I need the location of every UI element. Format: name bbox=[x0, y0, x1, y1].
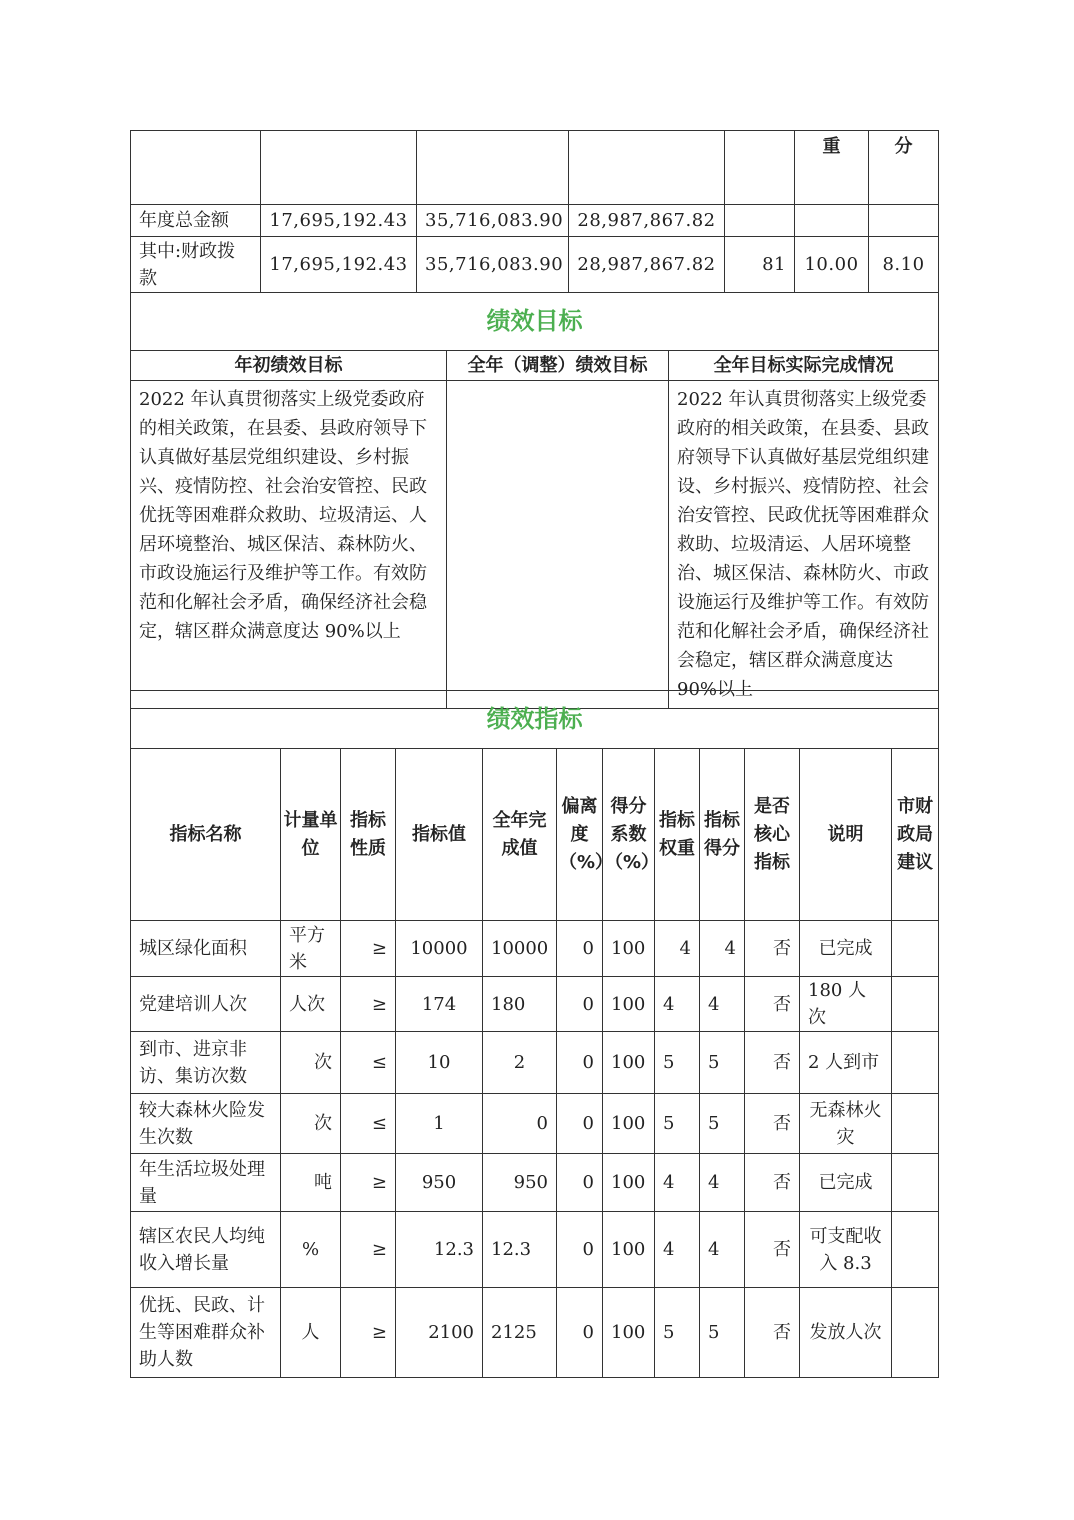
funds-cell-b: 35,716,083.90 bbox=[417, 205, 569, 237]
indicator-actual: 10000 bbox=[483, 921, 557, 977]
indicator-core: 否 bbox=[745, 1154, 800, 1212]
indicator-nature: ≥ bbox=[341, 977, 396, 1032]
indicator-name: 到市、进京非访、集访次数 bbox=[131, 1032, 281, 1094]
indicator-score: 5 bbox=[700, 1094, 745, 1154]
indicator-weight: 4 bbox=[655, 1212, 700, 1288]
goals-actual-text: 2022 年认真贯彻落实上级党委政府的相关政策，在县委、县政府领导下认真做好基层党组织建设、乡村振兴、疫情防控、社会治安管控、民政优抚等困难群众救助、垃圾清运、人居环境整治、城区保洁、森林防火、市政设施运行及维护等工作。有效防范和化解社会矛盾，确保经济社会稳定，辖区群众满意度达 90%以上 bbox=[669, 381, 939, 709]
indicator-score: 4 bbox=[700, 921, 745, 977]
header-actual-value: 全年完成值 bbox=[483, 749, 557, 921]
funds-header-cell bbox=[261, 131, 417, 205]
indicator-note: 2 人到市 bbox=[800, 1032, 892, 1094]
indicator-coefficient: 100 bbox=[603, 1032, 655, 1094]
funds-row bbox=[131, 205, 939, 237]
indicator-weight: 4 bbox=[655, 1154, 700, 1212]
indicator-target: 2100 bbox=[396, 1288, 483, 1378]
indicator-advice bbox=[892, 1154, 939, 1212]
funds-cell-c: 28,987,867.82 bbox=[569, 205, 725, 237]
table-row bbox=[131, 921, 939, 977]
indicator-nature: ≥ bbox=[341, 1288, 396, 1378]
header-core: 是否核心指标 bbox=[745, 749, 800, 921]
indicator-score: 4 bbox=[700, 977, 745, 1032]
funds-cell-c: 28,987,867.82 bbox=[569, 237, 725, 293]
indicator-weight: 4 bbox=[655, 921, 700, 977]
indicators-header-row bbox=[131, 749, 939, 921]
funds-header-cell bbox=[569, 131, 725, 205]
header-target-value: 指标值 bbox=[396, 749, 483, 921]
indicator-advice bbox=[892, 1288, 939, 1378]
indicator-score: 4 bbox=[700, 1212, 745, 1288]
funds-table bbox=[130, 130, 939, 293]
indicator-note: 已完成 bbox=[800, 921, 892, 977]
indicators-section-title: 绩效指标 bbox=[131, 691, 939, 749]
indicator-name: 党建培训人次 bbox=[131, 977, 281, 1032]
goals-header-actual: 全年目标实际完成情况 bbox=[669, 351, 939, 381]
indicator-unit: 次 bbox=[281, 1094, 341, 1154]
indicator-score: 5 bbox=[700, 1288, 745, 1378]
indicator-name: 辖区农民人均纯收入增长量 bbox=[131, 1212, 281, 1288]
funds-cell-f bbox=[869, 205, 939, 237]
header-unit: 计量单位 bbox=[281, 749, 341, 921]
indicator-actual: 180 bbox=[483, 977, 557, 1032]
indicator-core: 否 bbox=[745, 1288, 800, 1378]
funds-cell-b: 35,716,083.90 bbox=[417, 237, 569, 293]
indicator-advice bbox=[892, 1032, 939, 1094]
goals-header-row bbox=[131, 351, 939, 381]
table-row bbox=[131, 1288, 939, 1378]
indicator-target: 950 bbox=[396, 1154, 483, 1212]
funds-header-cell bbox=[417, 131, 569, 205]
indicator-unit: 平方米 bbox=[281, 921, 341, 977]
indicator-deviation: 0 bbox=[557, 1288, 603, 1378]
indicator-weight: 5 bbox=[655, 1032, 700, 1094]
goals-table bbox=[130, 292, 939, 709]
goals-initial-text: 2022 年认真贯彻落实上级党委政府的相关政策，在县委、县政府领导下认真做好基层党组织建设、乡村振兴、疫情防控、社会治安管控、民政优抚等困难群众救助、垃圾清运、人居环境整治、城区保洁、森林防火、市政设施运行及维护等工作。有效防范和化解社会矛盾，确保经济社会稳定，辖区群众满意度达 90%以上 bbox=[131, 381, 447, 709]
indicator-note: 无森林火灾 bbox=[800, 1094, 892, 1154]
indicator-core: 否 bbox=[745, 921, 800, 977]
indicator-core: 否 bbox=[745, 1212, 800, 1288]
table-row bbox=[131, 1094, 939, 1154]
indicator-note: 180 人次 bbox=[800, 977, 892, 1032]
indicator-coefficient: 100 bbox=[603, 1094, 655, 1154]
header-score: 指标得分 bbox=[700, 749, 745, 921]
indicator-nature: ≥ bbox=[341, 1154, 396, 1212]
indicator-deviation: 0 bbox=[557, 1032, 603, 1094]
indicator-core: 否 bbox=[745, 1032, 800, 1094]
table-row bbox=[131, 1032, 939, 1094]
indicator-score: 5 bbox=[700, 1032, 745, 1094]
indicator-unit: 次 bbox=[281, 1032, 341, 1094]
indicator-name: 年生活垃圾处理量 bbox=[131, 1154, 281, 1212]
indicator-advice bbox=[892, 1212, 939, 1288]
table-row bbox=[131, 1212, 939, 1288]
indicator-weight: 5 bbox=[655, 1288, 700, 1378]
indicator-actual: 12.3 bbox=[483, 1212, 557, 1288]
header-nature: 指标性质 bbox=[341, 749, 396, 921]
funds-cell-a: 17,695,192.43 bbox=[261, 237, 417, 293]
indicator-name: 城区绿化面积 bbox=[131, 921, 281, 977]
table-row bbox=[131, 1154, 939, 1212]
indicator-core: 否 bbox=[745, 1094, 800, 1154]
funds-cell-a: 17,695,192.43 bbox=[261, 205, 417, 237]
funds-cell-f: 8.10 bbox=[869, 237, 939, 293]
indicator-nature: ≤ bbox=[341, 1094, 396, 1154]
header-score-coefficient: 得分系数（%） bbox=[603, 749, 655, 921]
funds-cell-d: 81 bbox=[725, 237, 795, 293]
indicator-advice bbox=[892, 977, 939, 1032]
indicator-deviation: 0 bbox=[557, 1212, 603, 1288]
funds-header-weight: 重 bbox=[795, 131, 869, 205]
table-row bbox=[131, 977, 939, 1032]
indicator-score: 4 bbox=[700, 1154, 745, 1212]
indicator-coefficient: 100 bbox=[603, 1154, 655, 1212]
goals-adjusted-text bbox=[447, 381, 669, 709]
header-advice: 市财政局建议 bbox=[892, 749, 939, 921]
indicator-note: 可支配收入 8.3 bbox=[800, 1212, 892, 1288]
indicator-unit: 人次 bbox=[281, 977, 341, 1032]
indicators-table bbox=[130, 690, 939, 1378]
indicator-actual: 2 bbox=[483, 1032, 557, 1094]
funds-header-score: 分 bbox=[869, 131, 939, 205]
header-deviation: 偏离度（%） bbox=[557, 749, 603, 921]
indicator-actual: 2125 bbox=[483, 1288, 557, 1378]
indicator-coefficient: 100 bbox=[603, 921, 655, 977]
funds-row-label: 年度总金额 bbox=[131, 205, 261, 237]
funds-row-label: 其中:财政拨款 bbox=[131, 237, 261, 293]
indicator-note: 发放人次 bbox=[800, 1288, 892, 1378]
indicator-unit: 人 bbox=[281, 1288, 341, 1378]
funds-row bbox=[131, 237, 939, 293]
indicator-target: 10000 bbox=[396, 921, 483, 977]
funds-cell-e bbox=[795, 205, 869, 237]
goals-header-initial: 年初绩效目标 bbox=[131, 351, 447, 381]
goals-section-title: 绩效目标 bbox=[131, 293, 939, 351]
goals-header-adjusted: 全年（调整）绩效目标 bbox=[447, 351, 669, 381]
funds-header-cell bbox=[131, 131, 261, 205]
indicator-nature: ≥ bbox=[341, 1212, 396, 1288]
header-indicator-name: 指标名称 bbox=[131, 749, 281, 921]
indicator-advice bbox=[892, 921, 939, 977]
indicator-deviation: 0 bbox=[557, 1094, 603, 1154]
indicator-deviation: 0 bbox=[557, 977, 603, 1032]
indicator-unit: 吨 bbox=[281, 1154, 341, 1212]
funds-cell-d bbox=[725, 205, 795, 237]
header-note: 说明 bbox=[800, 749, 892, 921]
indicator-target: 174 bbox=[396, 977, 483, 1032]
indicator-deviation: 0 bbox=[557, 921, 603, 977]
indicator-deviation: 0 bbox=[557, 1154, 603, 1212]
indicator-note: 已完成 bbox=[800, 1154, 892, 1212]
indicator-name: 较大森林火险发生次数 bbox=[131, 1094, 281, 1154]
indicator-weight: 4 bbox=[655, 977, 700, 1032]
indicator-unit: % bbox=[281, 1212, 341, 1288]
goals-content-row bbox=[131, 381, 939, 709]
funds-cell-e: 10.00 bbox=[795, 237, 869, 293]
indicator-target: 12.3 bbox=[396, 1212, 483, 1288]
indicator-advice bbox=[892, 1094, 939, 1154]
indicator-coefficient: 100 bbox=[603, 977, 655, 1032]
indicator-coefficient: 100 bbox=[603, 1212, 655, 1288]
indicator-target: 1 bbox=[396, 1094, 483, 1154]
indicator-actual: 0 bbox=[483, 1094, 557, 1154]
indicator-nature: ≤ bbox=[341, 1032, 396, 1094]
indicator-target: 10 bbox=[396, 1032, 483, 1094]
header-weight: 指标权重 bbox=[655, 749, 700, 921]
indicator-name: 优抚、民政、计生等困难群众补助人数 bbox=[131, 1288, 281, 1378]
funds-header-cell bbox=[725, 131, 795, 205]
indicator-actual: 950 bbox=[483, 1154, 557, 1212]
indicator-coefficient: 100 bbox=[603, 1288, 655, 1378]
funds-header-row bbox=[131, 131, 939, 205]
indicator-nature: ≥ bbox=[341, 921, 396, 977]
indicator-weight: 5 bbox=[655, 1094, 700, 1154]
indicator-core: 否 bbox=[745, 977, 800, 1032]
